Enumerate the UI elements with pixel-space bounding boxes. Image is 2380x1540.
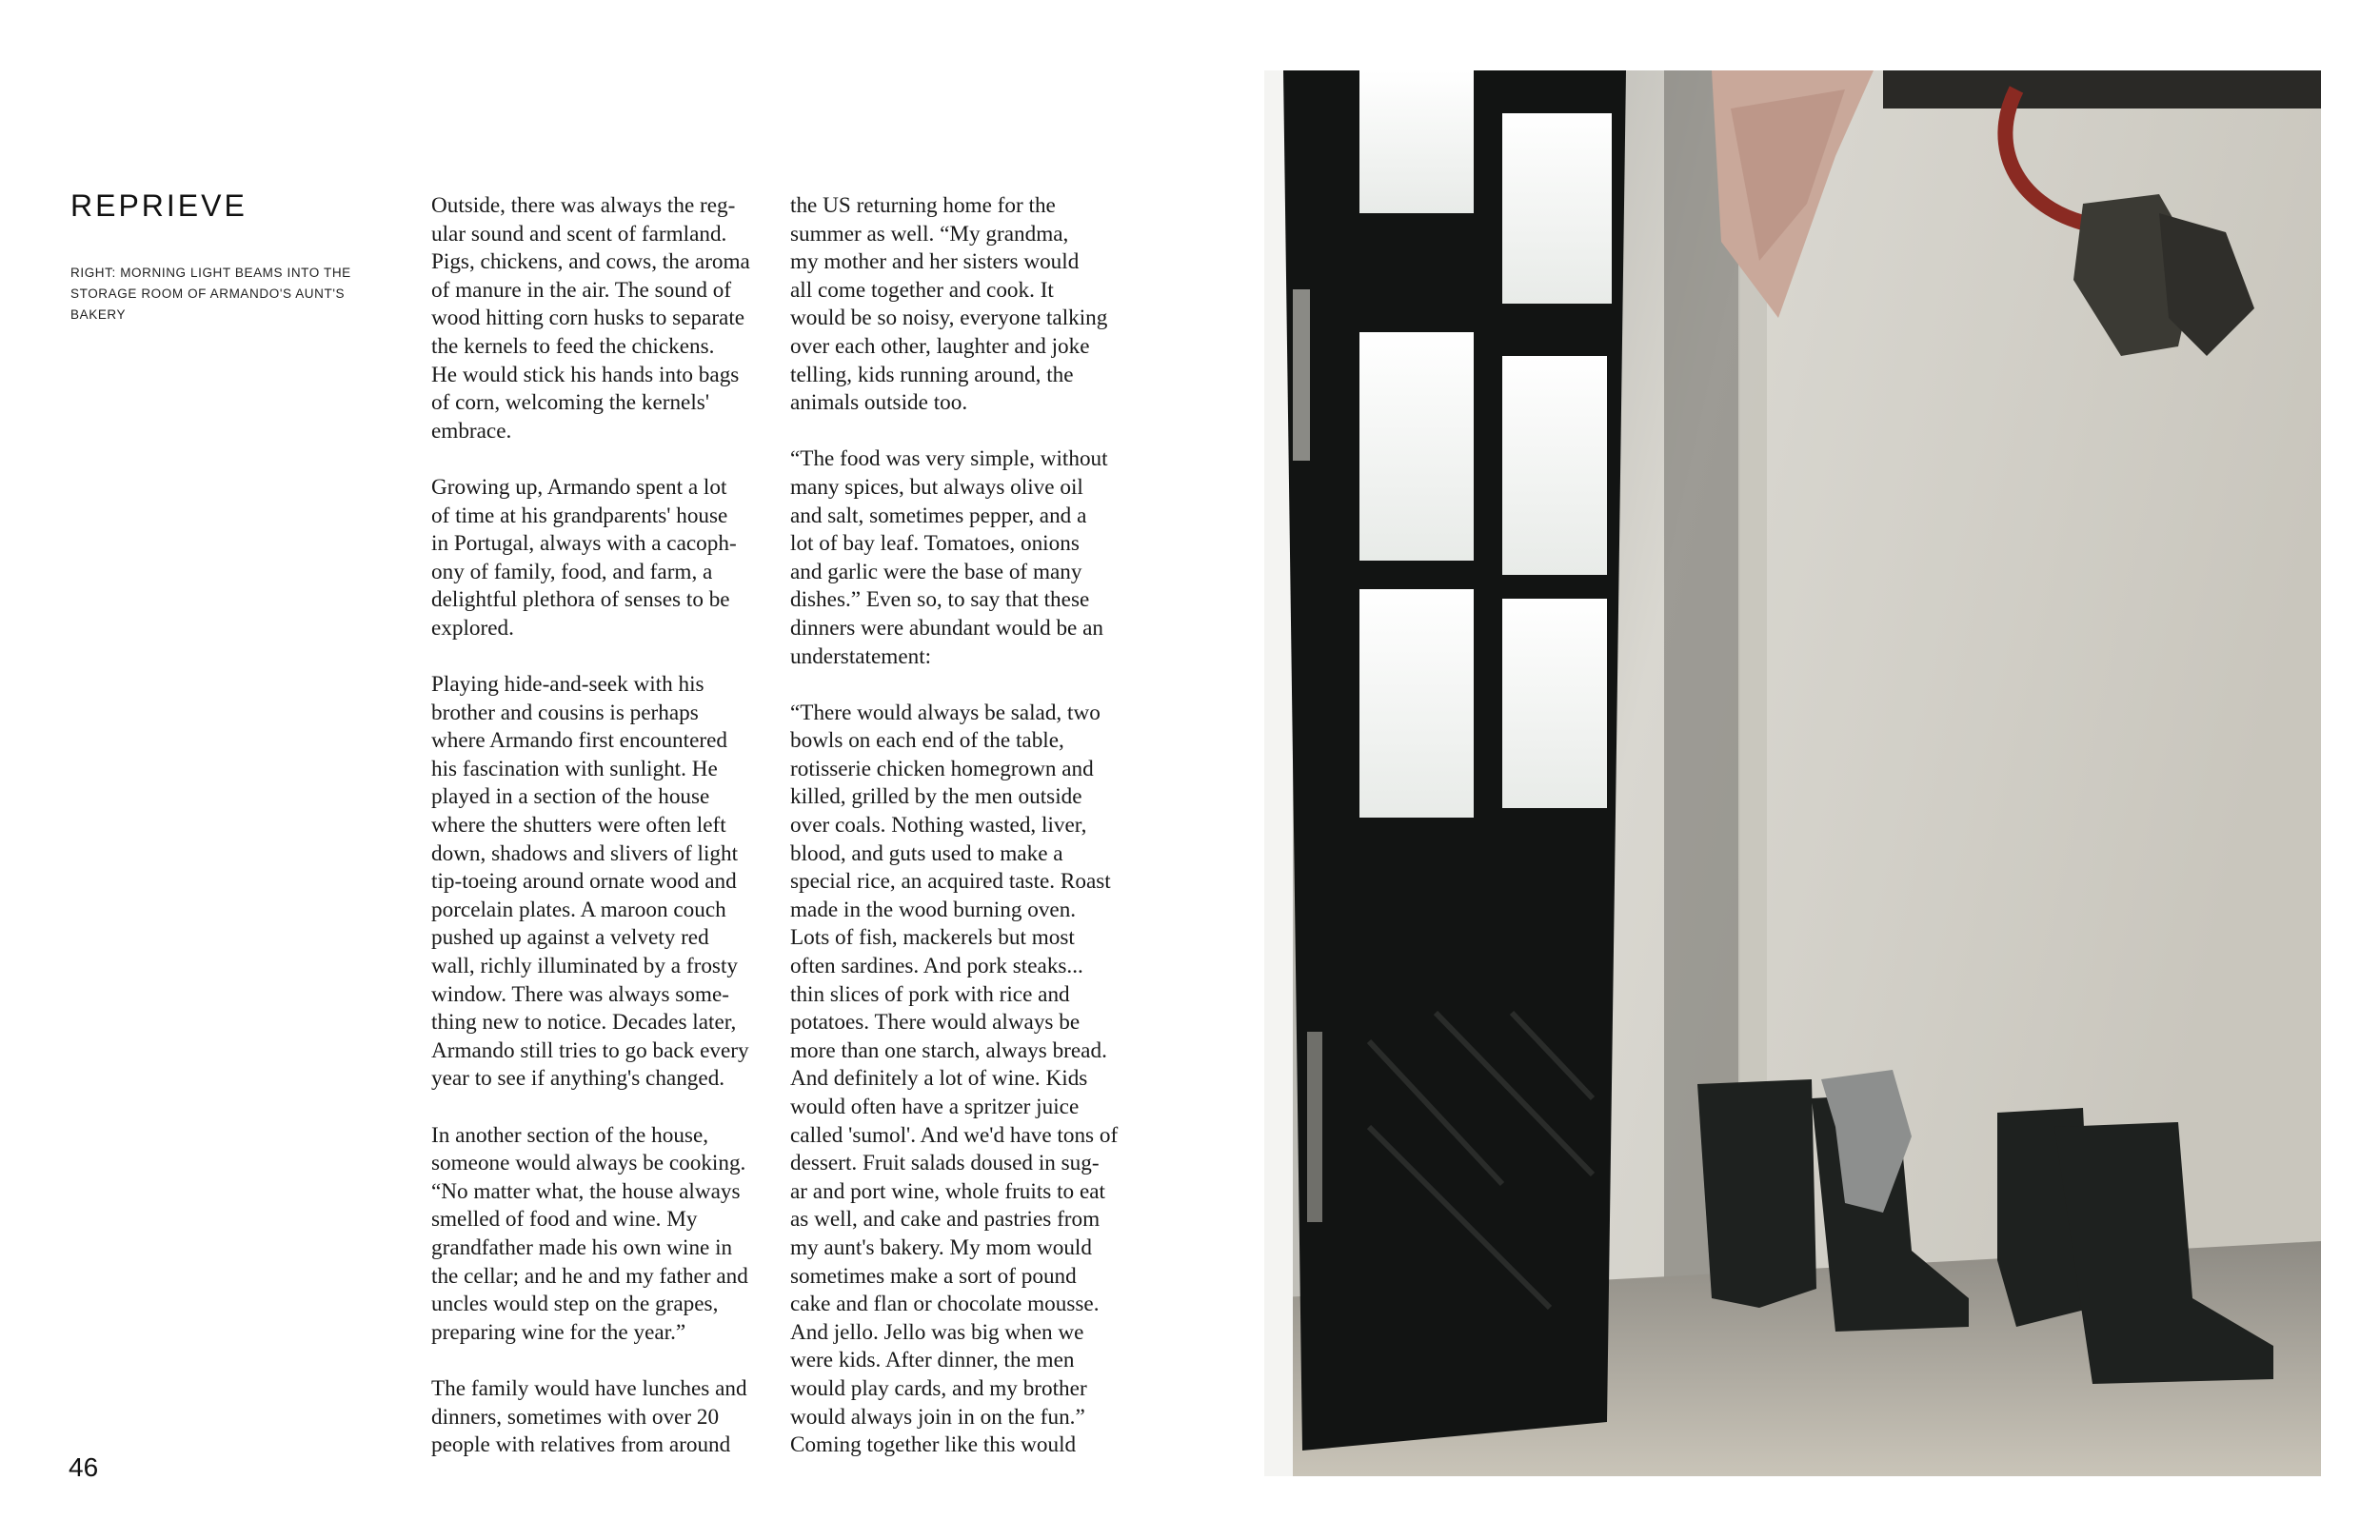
text-line: Growing up, Armando spent a lot [431, 474, 727, 500]
text-line: Outside, there was always the reg- [431, 193, 736, 218]
text-line: preparing wine for the year.” [431, 1319, 686, 1345]
text-line: where Armando first encountered [431, 728, 727, 754]
text-line: people with relatives from around [431, 1432, 731, 1458]
text-line: many spices, but always olive oil [790, 474, 1083, 500]
text-line: blood, and guts used to make a [790, 840, 1063, 866]
text-line: of manure in the air. The sound of [431, 277, 732, 303]
text-line: smelled of food and wine. My [431, 1207, 698, 1233]
body-column-2 [790, 192, 1133, 1460]
text-line: dessert. Fruit salads doused in sug- [790, 1151, 1100, 1176]
text-line: would often have a spritzer juice [790, 1095, 1080, 1119]
text-line: made in the wood burning oven. [790, 897, 1077, 922]
paragraph-gap [431, 445, 774, 474]
text-line: Pigs, chickens, and cows, the aroma [431, 249, 750, 275]
text-line: ony of family, food, and farm, a [431, 559, 713, 584]
text-line: “The food was very simple, without [790, 446, 1108, 472]
text-line: thin slices of pork with rice and [790, 981, 1070, 1007]
photo-caption: RIGHT: MORNING LIGHT BEAMS INTO THE STORAGE ROOM OF ARMANDO'S AUNT'S BAKERY [70, 266, 351, 322]
text-line: were kids. After dinner, the men [790, 1348, 1075, 1373]
text-line: Lots of fish, mackerels but most [790, 925, 1075, 951]
paragraph-gap [790, 671, 1133, 700]
paragraph-gap [790, 418, 1133, 446]
text-line: wood hitting corn husks to separate [431, 306, 745, 331]
text-line: in Portugal, always with a cacoph- [431, 531, 737, 557]
text-line: all come together and cook. It [790, 277, 1054, 303]
text-line: bowls on each end of the table, [790, 728, 1064, 754]
text-line: my mother and her sisters would [790, 249, 1080, 275]
text-line: the kernels to feed the chickens. [431, 333, 715, 359]
text-line: over coals. Nothing wasted, liver, [790, 813, 1087, 839]
text-line: explored. [431, 615, 514, 641]
text-line: special rice, an acquired taste. Roast [790, 869, 1111, 895]
text-line: cake and flan or chocolate mousse. [790, 1292, 1100, 1317]
text-line: telling, kids running around, the [790, 362, 1074, 387]
text-line: would play cards, and my brother [790, 1375, 1087, 1401]
text-line: someone would always be cooking. [431, 1151, 746, 1176]
text-line: killed, grilled by the men outside [790, 784, 1082, 810]
text-line: of corn, welcoming the kernels' [431, 390, 709, 416]
text-line: over each other, laughter and joke [790, 333, 1090, 359]
text-line: played in a section of the house [431, 784, 710, 810]
text-line: In another section of the house, [431, 1122, 709, 1148]
paragraph-gap [431, 643, 774, 672]
text-line: And definitely a lot of wine. Kids [790, 1066, 1088, 1092]
text-line: animals outside too. [790, 390, 968, 416]
text-line: would always join in on the fun.” [790, 1404, 1085, 1430]
text-line: thing new to notice. Decades later, [431, 1010, 737, 1036]
text-line: and salt, sometimes pepper, and a [790, 503, 1087, 528]
page-number: 46 [69, 1452, 99, 1482]
text-line: Armando still tries to go back every [431, 1037, 749, 1063]
body-column-1 [431, 192, 774, 1460]
text-line: dishes.” Even so, to say that these [790, 587, 1090, 613]
text-line: lot of bay leaf. Tomatoes, onions [790, 531, 1080, 557]
text-line: Playing hide-and-seek with his [431, 672, 704, 698]
text-line: wall, richly illuminated by a frosty [431, 954, 738, 979]
text-line: summer as well. “My grandma, [790, 221, 1069, 247]
text-line: grandfather made his own wine in [431, 1234, 733, 1260]
text-line: dinners were abundant would be an [790, 615, 1104, 641]
text-line: Coming together like this would [790, 1432, 1077, 1458]
photo-illustration [1264, 70, 2321, 1476]
text-line: dinners, sometimes with over 20 [431, 1404, 720, 1430]
text-line: often sardines. And pork steaks... [790, 954, 1083, 979]
text-line: ar and port wine, whole fruits to eat [790, 1178, 1105, 1204]
text-line: as well, and cake and pastries from [790, 1207, 1101, 1233]
text-line: He would stick his hands into bags [431, 362, 740, 387]
text-line: The family would have lunches and [431, 1375, 747, 1401]
storage-room-photo [1264, 70, 2321, 1476]
text-line: ular sound and scent of farmland. [431, 221, 727, 247]
text-line: rotisserie chicken homegrown and [790, 756, 1094, 781]
text-line: window. There was always some- [431, 981, 729, 1007]
section-title: REPRIEVE [70, 188, 248, 223]
text-line: “There would always be salad, two [790, 700, 1101, 725]
paragraph-gap [431, 1094, 774, 1122]
text-line: understatement: [790, 643, 932, 669]
text-line: down, shadows and slivers of light [431, 840, 739, 866]
text-line: of time at his grandparents' house [431, 503, 728, 528]
text-line: And jello. Jello was big when we [790, 1319, 1084, 1345]
text-line: delightful plethora of senses to be [431, 587, 730, 613]
text-line: called 'sumol'. And we'd have tons of [790, 1122, 1119, 1148]
text-line: pushed up against a velvety red [431, 925, 709, 951]
text-line: his fascination with sunlight. He [431, 756, 718, 781]
text-line: would be so noisy, everyone talking [790, 306, 1108, 331]
text-line: year to see if anything's changed. [431, 1066, 725, 1092]
text-line: the cellar; and he and my father and [431, 1263, 748, 1289]
text-line: porcelain plates. A maroon couch [431, 897, 726, 922]
text-line: potatoes. There would always be [790, 1010, 1081, 1036]
text-line: brother and cousins is perhaps [431, 700, 699, 725]
text-line: sometimes make a sort of pound [790, 1263, 1077, 1289]
text-line: embrace. [431, 418, 512, 444]
text-line: more than one starch, always bread. [790, 1037, 1107, 1063]
text-line: and garlic were the base of many [790, 559, 1082, 584]
text-line: my aunt's bakery. My mom would [790, 1234, 1092, 1260]
paragraph-gap [431, 1347, 774, 1375]
text-line: where the shutters were often left [431, 813, 726, 839]
text-line: tip-toeing around ornate wood and [431, 869, 737, 895]
text-line: the US returning home for the [790, 193, 1056, 218]
text-line: uncles would step on the grapes, [431, 1292, 719, 1317]
text-line: “No matter what, the house always [431, 1178, 741, 1204]
